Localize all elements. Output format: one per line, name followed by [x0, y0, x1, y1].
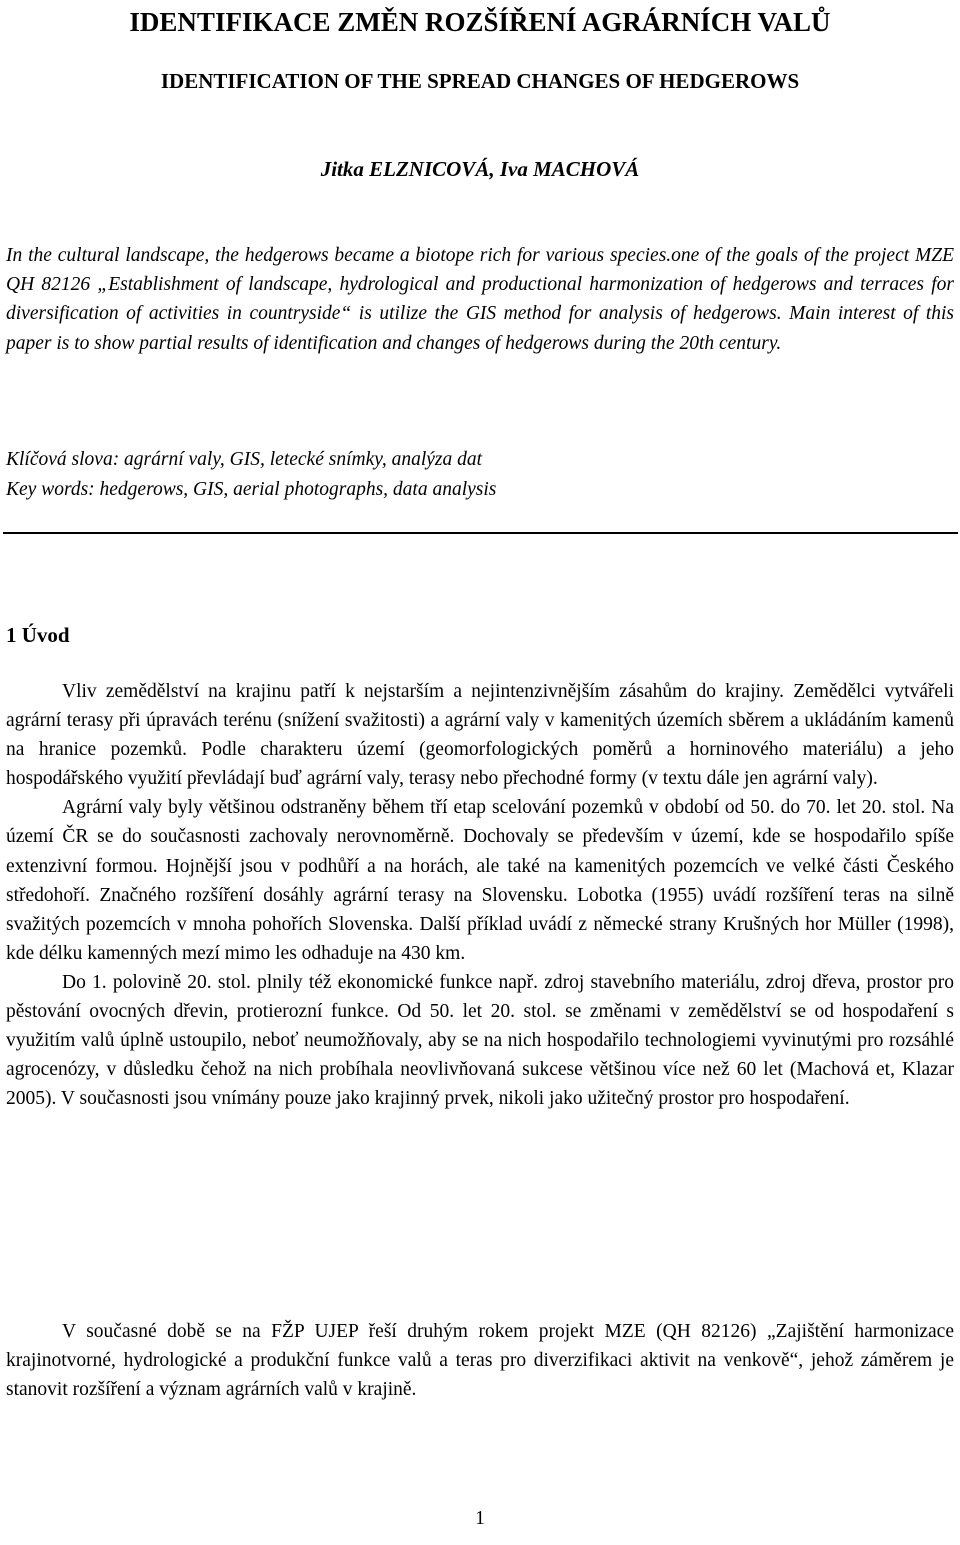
project-body	[6, 1317, 954, 1404]
title-en: IDENTIFICATION OF THE SPREAD CHANGES OF HEDGEROWS	[160, 69, 800, 93]
keywords-en: Key words: hedgerows, GIS, aerial photographs, data analysis	[6, 479, 497, 500]
abstract: In the cultural landscape, the hedgerows became a biotope rich for various species.one of the goals of the project MZE QH 82126 „Establishment of landscape, hydrological and productional harmonization of hedgerows and terraces for diversification of activities in countryside“ is utilize the GIS method for analysis of hedgerows. Main interest of this paper is to show partial results of identification and changes of hedgerows during the 20th century.	[6, 245, 954, 354]
separator-rule	[3, 532, 958, 534]
paragraph: V současné době se na FŽP UJEP řeší druhým rokem projekt MZE (QH 82126) „Zajištění harmonizace krajinotvorné, hydrologické a produkční funkce valů a teras pro diverzifikaci aktivit na venkově“, jehož záměrem je stanovit rozšíření a význam agrárních valů v krajině.	[6, 1321, 954, 1401]
paragraph: Do 1. polovině 20. stol. plnily též ekonomické funkce např. zdroj stavebního materiálu, zdroj dřeva, prostor pro pěstování ovocných dřevin, protierozní funkce. Od 50. let 20. stol. se změnami v zemědělství se od hospodaření s využitím valů úplně ustoupilo, neboť neumožňovaly, aby se na nich hospodařilo technologiemi vyvinutými pro rozsáhlé agrocenózy, v důsledku čehož na nich probíhala neovlivňovaná sukcese většinou více než 60 let (Machová et, Klazar 2005). V současnosti jsou vnímány pouze jako krajinný prvek, nikoli jako užitečný prostor pro hospodaření.	[6, 971, 954, 1110]
paragraph: Agrární valy byly většinou odstraněny během tří etap scelování pozemků v období od 50. do 70. let 20. stol. Na území ČR se do současnosti zachovaly nerovnoměrně. Dochovaly se především v území, kde se hospodařilo spíše extenzivní formou. Hojnější jsou v podhůří a na horách, ale také na kamenitých pozemcích ve velké části Českého středohoří. Značného rozšíření dosáhly agrární terasy na Slovensku. Lobotka (1955) uvádí rozšíření teras na silně svažitých pozemcích v mnoha pohořích Slovenska. Další příklad uvádí z německé strany Krušných hor Müller (1998), kde délku kamenných mezí mimo les odhaduje na 430 km.	[6, 797, 954, 964]
paragraph: Vliv zemědělství na krajinu patří k nejstarším a nejintenzivnějším zásahům do krajiny. Zemědělci vytvářeli agrární terasy při úpravách terénu (snížení svažitosti) a agrární valy v kamenitých územích sběrem a ukládáním kamenů na hranice pozemků. Podle charakteru území (geomorfologických poměrů a horninového materiálu) a jeho hospodářského využití převládají buď agrární valy, terasy nebo přechodné formy (v textu dále jen agrární valy).	[6, 681, 954, 790]
intro-body	[6, 677, 954, 1113]
title-cz: IDENTIFIKACE ZMĚN ROZŠÍŘENÍ AGRÁRNÍCH VALŮ	[129, 7, 831, 37]
page-number: 1	[475, 1508, 485, 1529]
authors: Jitka ELZNICOVÁ, Iva MACHOVÁ	[320, 157, 640, 181]
keywords-cz: Klíčová slova: agrární valy, GIS, letecké snímky, analýza dat	[6, 449, 483, 470]
section-heading: 1 Úvod	[6, 623, 70, 647]
